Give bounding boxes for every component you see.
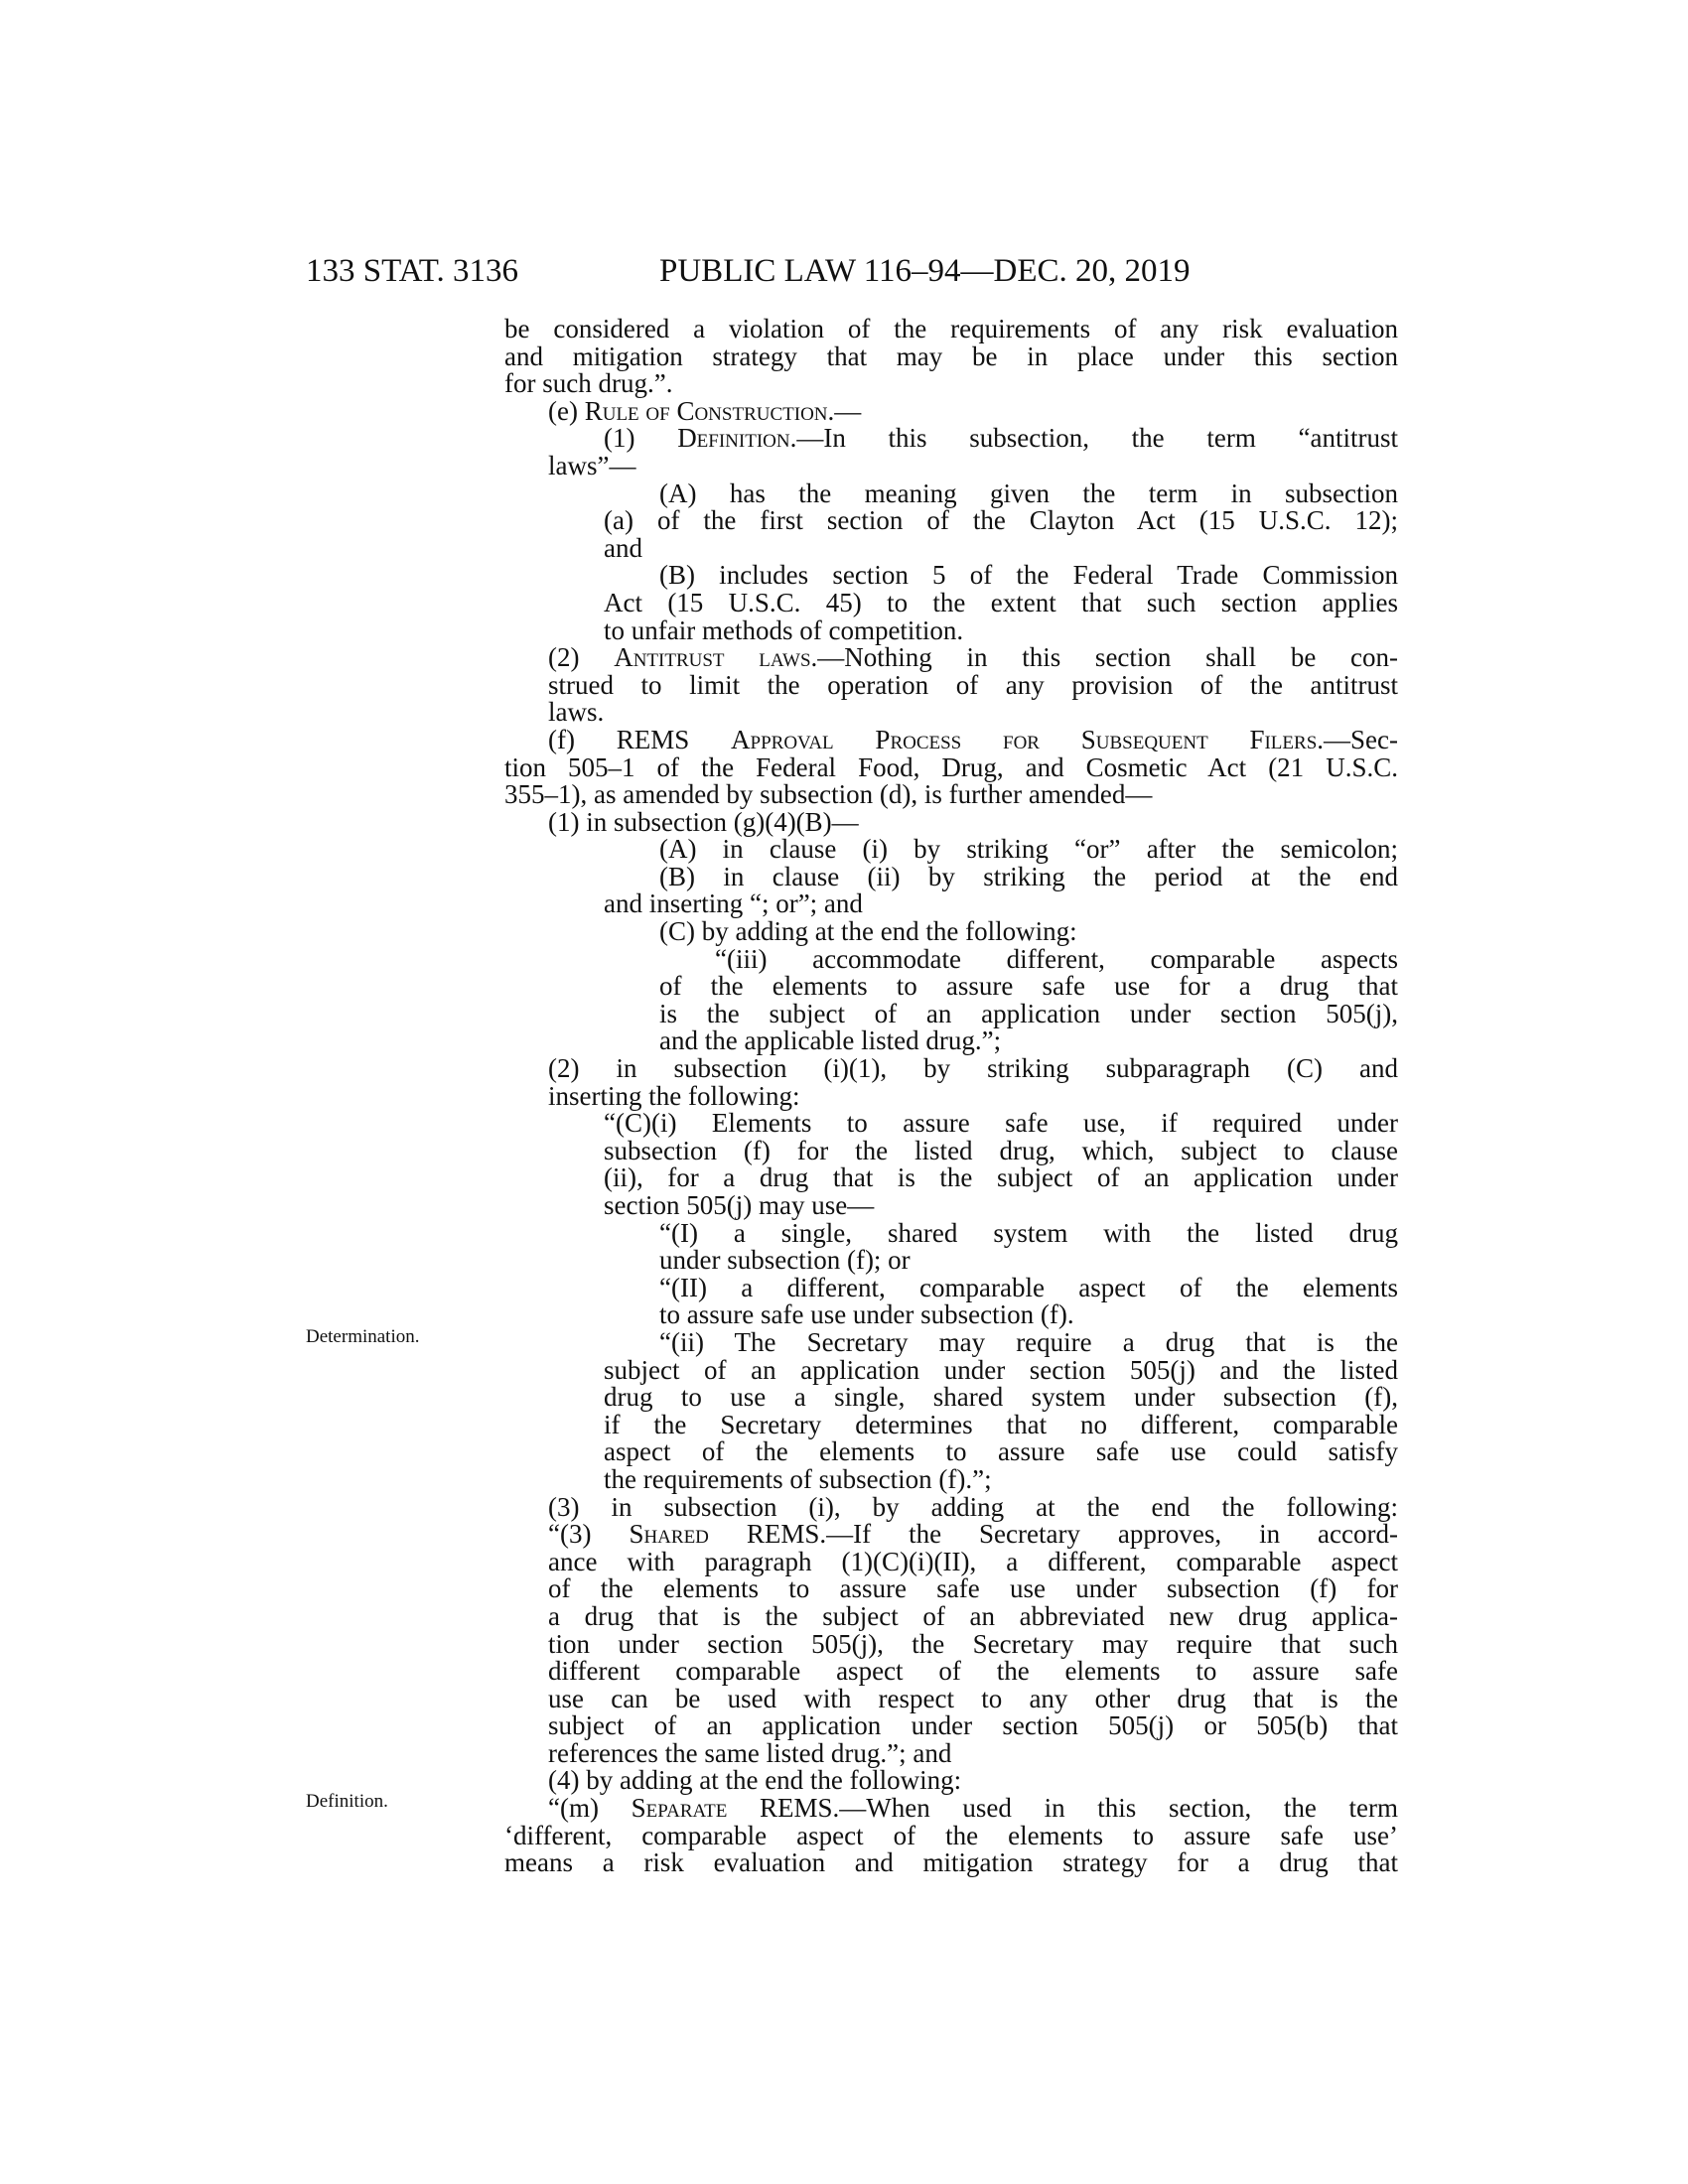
text-line: “(II) a different, comparable aspect of the elements <box>659 1272 1398 1302</box>
text-line: (B) in clause (ii) by striking the period at the end <box>659 861 1398 891</box>
text-line: “(3) Shared REMS.—If the Secretary approves, in accord- <box>548 1519 1398 1550</box>
text-line: (a) of the first section of the Clayton Act (15 U.S.C. 12); <box>604 505 1398 536</box>
text-line: (4) by adding at the end the following: <box>548 1765 962 1796</box>
text-line: (2) in subsection (i)(1), by striking subparagraph (C) and <box>548 1053 1398 1084</box>
text-line: and <box>604 532 642 563</box>
text-line: subject of an application under section 505(j) or 505(b) that <box>548 1710 1398 1741</box>
statute-body <box>504 316 1398 1877</box>
text-line: to assure safe use under subsection (f). <box>659 1299 1074 1330</box>
text-line: Act (15 U.S.C. 45) to the extent that such section applies <box>604 587 1398 617</box>
page-header <box>0 253 1688 293</box>
text-line: a drug that is the subject of an abbreviated new drug applica- <box>548 1600 1398 1631</box>
text-line: for such drug.”. <box>504 368 673 399</box>
text-line: and the applicable listed drug.”; <box>659 1025 1002 1056</box>
subsection-heading: (e) Rule of Construction.— <box>548 395 862 426</box>
text-line: of the elements to assure safe use for a drug that <box>659 971 1398 1002</box>
text-line: and inserting “; or”; and <box>604 888 863 919</box>
text-line: aspect of the elements to assure safe use could satisfy <box>604 1436 1398 1467</box>
text-line: (A) in clause (i) by striking “or” after the semicolon; <box>659 834 1398 865</box>
text-line: laws. <box>548 697 605 728</box>
text-line: “(iii) accommodate different, comparable aspects <box>715 943 1398 974</box>
text-line: laws”— <box>548 450 636 480</box>
text-line: (2) Antitrust laws.—Nothing in this section shall be con- <box>548 642 1398 673</box>
text-line: different comparable aspect of the elements to assure safe <box>548 1656 1398 1687</box>
text-line: “(ii) The Secretary may require a drug that is the <box>659 1326 1398 1357</box>
margin-note-definition: Definition. <box>306 1791 388 1812</box>
text-line: “(m) Separate REMS.—When used in this section, the term <box>548 1793 1399 1824</box>
text-line: inserting the following: <box>548 1080 800 1111</box>
text-line: (3) in subsection (i), by adding at the end the following: <box>548 1491 1398 1522</box>
text-line: use can be used with respect to any other drug that is the <box>548 1683 1398 1713</box>
text-line: (C) by adding at the end the following: <box>659 916 1077 947</box>
text-line: “(I) a single, shared system with the listed drug <box>659 1217 1398 1248</box>
text-line: section 505(j) may use— <box>604 1190 875 1220</box>
text-line: (A) has the meaning given the term in subsection <box>659 478 1398 508</box>
text-line: strued to limit the operation of any provision of the antitrust <box>548 669 1398 700</box>
text-line: (B) includes section 5 of the Federal Trade Commission <box>659 560 1398 591</box>
text-line: means a risk evaluation and mitigation strategy for a drug that <box>504 1847 1398 1878</box>
text-line: ‘different, comparable aspect of the elements to assure safe use’ <box>504 1820 1398 1850</box>
text-line: is the subject of an application under section 505(j), <box>659 998 1398 1028</box>
text-line: (1) Definition.—In this subsection, the term “antitrust <box>604 423 1398 454</box>
text-line: be considered a violation of the requirements of any risk evaluation <box>504 314 1398 343</box>
public-law-title: PUBLIC LAW 116–94—DEC. 20, 2019 <box>659 253 1191 289</box>
margin-note-determination: Determination. <box>306 1326 420 1347</box>
text-line: to unfair methods of competition. <box>604 614 964 645</box>
text-line: (1) in subsection (g)(4)(B)— <box>548 806 859 837</box>
text-line: ance with paragraph (1)(C)(i)(II), a different, comparable aspect <box>548 1546 1398 1576</box>
text-line: the requirements of subsection (f).”; <box>604 1463 992 1494</box>
text-line: of the elements to assure safe use under subsection (f) for <box>548 1573 1398 1604</box>
text-line: subject of an application under section 505(j) and the listed <box>604 1354 1398 1385</box>
subsection-heading: (f) REMS Approval Process for Subsequent Filers.—Sec- <box>548 724 1398 754</box>
text-line: under subsection (f); or <box>659 1245 911 1276</box>
text-line: (ii), for a drug that is the subject of an application under <box>604 1162 1398 1193</box>
text-line: “(C)(i) Elements to assure safe use, if required under <box>604 1108 1398 1139</box>
text-line: tion under section 505(j), the Secretary may require that such <box>548 1628 1398 1659</box>
statute-page-number: 133 STAT. 3136 <box>306 253 519 289</box>
text-line: drug to use a single, shared system under subsection (f), <box>604 1382 1398 1413</box>
text-line: and mitigation strategy that may be in place under this section <box>504 341 1398 371</box>
text-line: references the same listed drug.”; and <box>548 1737 952 1768</box>
text-line: 355–1), as amended by subsection (d), is further amended— <box>504 779 1153 810</box>
text-line: subsection (f) for the listed drug, which, subject to clause <box>604 1135 1398 1165</box>
text-line: tion 505–1 of the Federal Food, Drug, and Cosmetic Act (21 U.S.C. <box>504 751 1398 782</box>
text-line: if the Secretary determines that no different, comparable <box>604 1409 1398 1439</box>
